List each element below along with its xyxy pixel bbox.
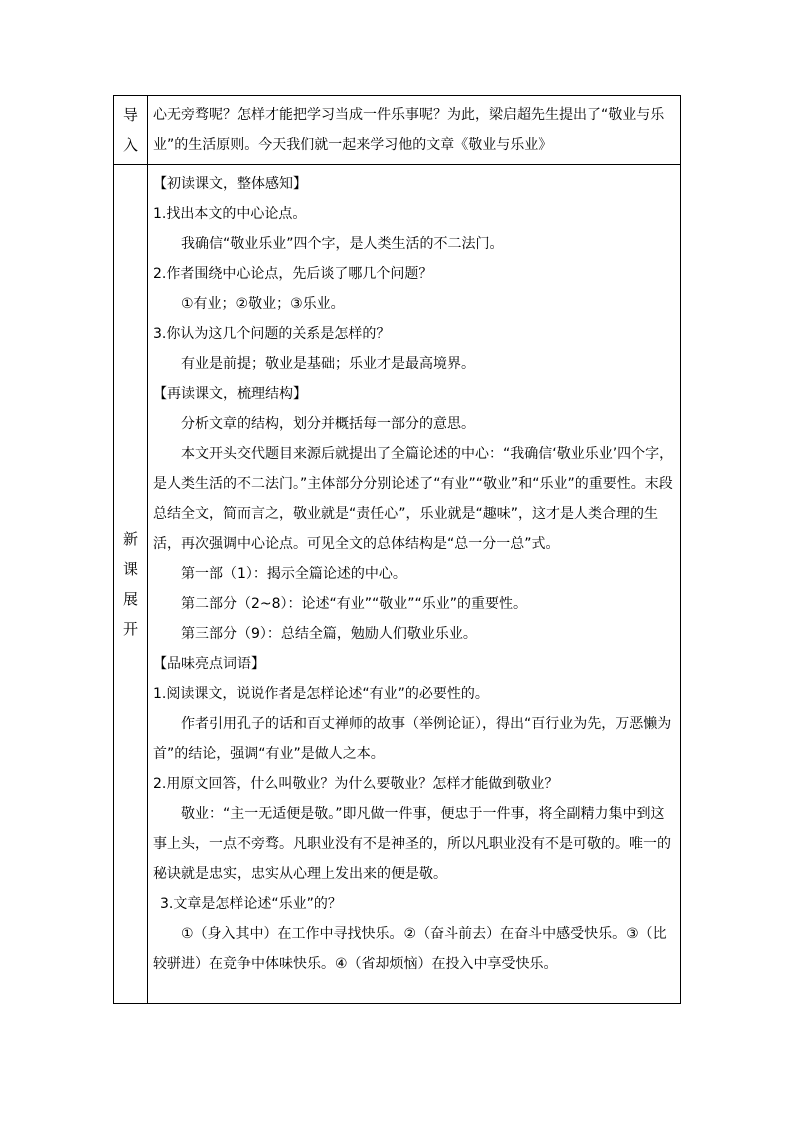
structure-analysis: 本文开头交代题目来源后就提出了全篇论述的中心：“我确信‘敬业乐业’四个字，是人类生活的不二法门。”主体部分分别论述了“有业”“敬业”和“乐业”的重要性。末段总结全文，简而言之，敬业就是“责任心”，乐业就是“趣味”，这才是人类合理的生活，再次强调中心论点。可见全文的总体结构是“总一分一总”式。 bbox=[153, 446, 674, 552]
task-description: 分析文章的结构，划分并概括每一部分的意思。 bbox=[181, 416, 475, 432]
new-lesson-label bbox=[114, 165, 148, 1004]
section-heading: 【初读课文，整体感知】 bbox=[153, 176, 307, 192]
structure-part-2: 第二部分（2~8）：论述“有业”“敬业”“乐业”的重要性。 bbox=[181, 596, 528, 612]
new-lesson-label-char-2: 课 bbox=[122, 560, 138, 578]
new-lesson-content bbox=[148, 165, 681, 1004]
intro-row bbox=[114, 96, 681, 165]
answer: ①（身入其中）在工作中寻找快乐。②（奋斗前去）在奋斗中感受快乐。③（比较骈进）在竞争中体味快乐。④（省却烦恼）在投入中享受快乐。 bbox=[153, 926, 667, 972]
intro-label bbox=[114, 96, 148, 165]
new-lesson-row bbox=[114, 165, 681, 1004]
structure-part-1: 第一部（1）：揭示全篇论述的中心。 bbox=[181, 566, 407, 582]
intro-content bbox=[148, 96, 681, 165]
answer: 作者引用孔子的话和百丈禅师的故事（举例论证），得出“百行业为先，万恶懒为首”的结论，强调“有业”是做人之本。 bbox=[153, 716, 672, 762]
intro-label-char-2: 入 bbox=[122, 136, 138, 154]
lesson-plan-table bbox=[113, 95, 681, 1004]
section-heading: 【再读课文，梳理结构】 bbox=[153, 386, 307, 402]
intro-label-char-1: 导 bbox=[122, 106, 138, 124]
question: 3.你认为这几个问题的关系是怎样的？ bbox=[153, 326, 391, 342]
question: 3.文章是怎样论述“乐业”的？ bbox=[160, 896, 342, 912]
structure-part-3: 第三部分（9）：总结全篇，勉励人们敬业乐业。 bbox=[181, 626, 477, 642]
question: 2.作者围绕中心论点，先后谈了哪几个问题？ bbox=[153, 266, 433, 282]
new-lesson-label-char-4: 开 bbox=[122, 620, 138, 638]
new-lesson-label-char-3: 展 bbox=[122, 590, 138, 608]
answer: 有业是前提；敬业是基础；乐业才是最高境界。 bbox=[181, 356, 475, 372]
intro-text: 心无旁骛呢？怎样才能把学习当成一件乐事呢？为此，梁启超先生提出了“敬业与乐业”的生活原则。今天我们就一起来学习他的文章《敬业与乐业》 bbox=[153, 107, 665, 153]
question: 1.阅读课文，说说作者是怎样论述“有业”的必要性的。 bbox=[153, 686, 489, 702]
new-lesson-label-char-1: 新 bbox=[122, 530, 138, 548]
answer: ①有业；②敬业；③乐业。 bbox=[181, 296, 345, 312]
question: 2.用原文回答，什么叫敬业？为什么要敬业？怎样才能做到敬业？ bbox=[153, 776, 559, 792]
answer: 敬业：“主一无适便是敬。”即凡做一件事，便忠于一件事，将全副精力集中到这事上头，一点不旁骛。凡职业没有不是神圣的，所以凡职业没有不是可敬的。唯一的秘诀就是忠实，忠实从心理上发出来的便是敬。 bbox=[153, 806, 671, 882]
answer: 我确信“敬业乐业”四个字，是人类生活的不二法门。 bbox=[181, 236, 504, 252]
section-heading: 【品味亮点词语】 bbox=[153, 656, 265, 672]
question: 1.找出本文的中心论点。 bbox=[153, 206, 307, 222]
